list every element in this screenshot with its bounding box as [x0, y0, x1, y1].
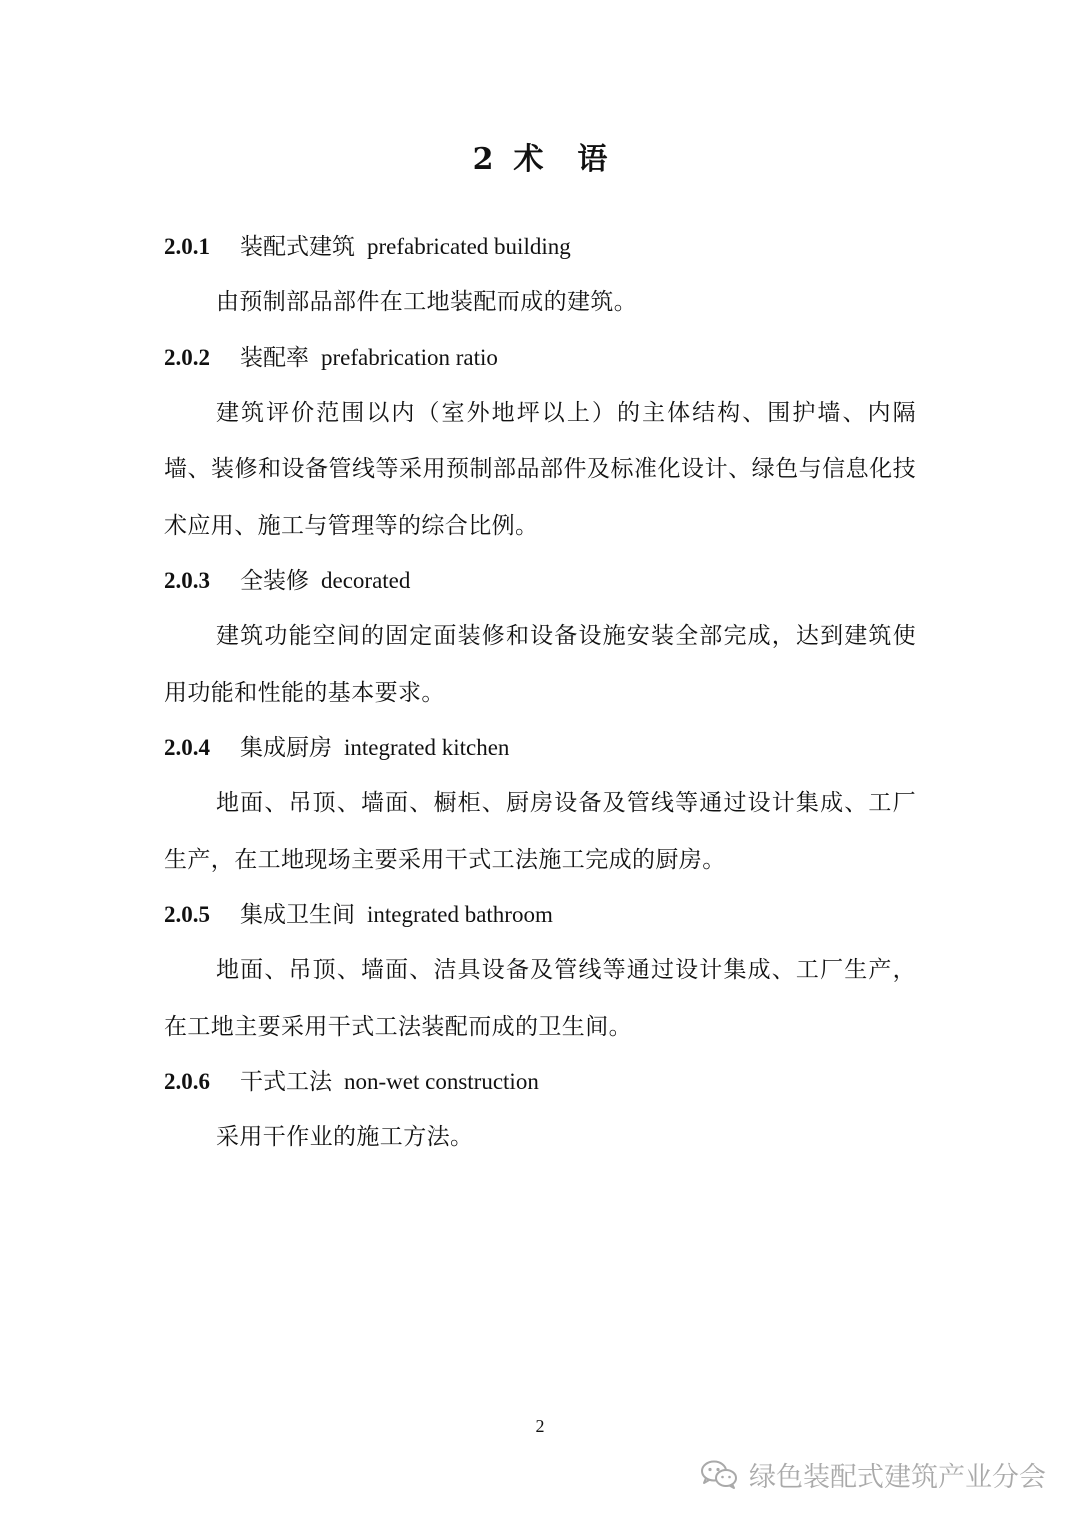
term-number: 2.0.3 — [164, 568, 210, 593]
term-entry — [164, 721, 916, 888]
term-entry — [164, 331, 916, 555]
term-definition: 采用干作业的施工方法。 — [216, 1124, 474, 1150]
term-english: integrated kitchen — [344, 735, 510, 760]
term-definition: 地面、吊顶、墙面、橱柜、厨房设备及管线等通过设计集成、工厂生产，在工地现场主要采用干式工法施工完成的厨房。 — [164, 790, 916, 873]
term-heading — [164, 220, 916, 274]
term-heading — [164, 721, 916, 775]
term-english: decorated — [321, 568, 411, 593]
term-number: 2.0.2 — [164, 344, 210, 370]
term-definition: 地面、吊顶、墙面、洁具设备及管线等通过设计集成、工厂生产，在工地主要采用干式工法装配而成的卫生间。 — [164, 957, 916, 1040]
term-chinese: 装配式建筑 — [240, 234, 355, 260]
term-chinese: 干式工法 — [240, 1069, 332, 1095]
term-english: integrated bathroom — [367, 902, 553, 927]
term-definition: 建筑评价范围以内（室外地坪以上）的主体结构、围护墙、内隔墙、装修和设备管线等采用预制部品部件及标准化设计、绿色与信息化技术应用、施工与管理等的综合比例。 — [164, 399, 916, 539]
chapter-heading: 术语 — [513, 142, 642, 177]
watermark-text: 绿色装配式建筑产业分会 — [749, 1461, 1046, 1493]
terms-section — [164, 220, 916, 1166]
term-definition: 建筑功能空间的固定面装修和设备设施安装全部完成，达到建筑使用功能和性能的基本要求。 — [164, 623, 916, 706]
chapter-title — [0, 136, 1080, 184]
term-number: 2.0.4 — [164, 735, 210, 760]
term-english: non-wet construction — [344, 1069, 539, 1094]
term-number: 2.0.1 — [164, 234, 210, 259]
term-number: 2.0.6 — [164, 1069, 210, 1094]
chapter-number: 2 — [472, 142, 496, 177]
term-entry — [164, 220, 916, 331]
term-chinese: 集成厨房 — [240, 735, 332, 761]
watermark — [699, 1452, 1046, 1496]
term-entry — [164, 554, 916, 721]
term-chinese: 全装修 — [240, 568, 309, 594]
page-number: 2 — [535, 1416, 545, 1436]
wechat-icon — [699, 1458, 739, 1490]
term-number: 2.0.5 — [164, 902, 210, 927]
term-heading — [164, 331, 916, 385]
term-heading — [164, 888, 916, 942]
term-english: prefabricated building — [367, 234, 571, 259]
term-entry — [164, 1055, 916, 1166]
term-entry — [164, 888, 916, 1055]
term-chinese: 集成卫生间 — [240, 902, 355, 928]
term-definition: 由预制部品部件在工地装配而成的建筑。 — [216, 289, 638, 315]
term-heading — [164, 554, 916, 608]
term-heading — [164, 1055, 916, 1109]
term-chinese: 装配率 — [240, 344, 309, 371]
term-english: prefabrication ratio — [321, 344, 498, 370]
